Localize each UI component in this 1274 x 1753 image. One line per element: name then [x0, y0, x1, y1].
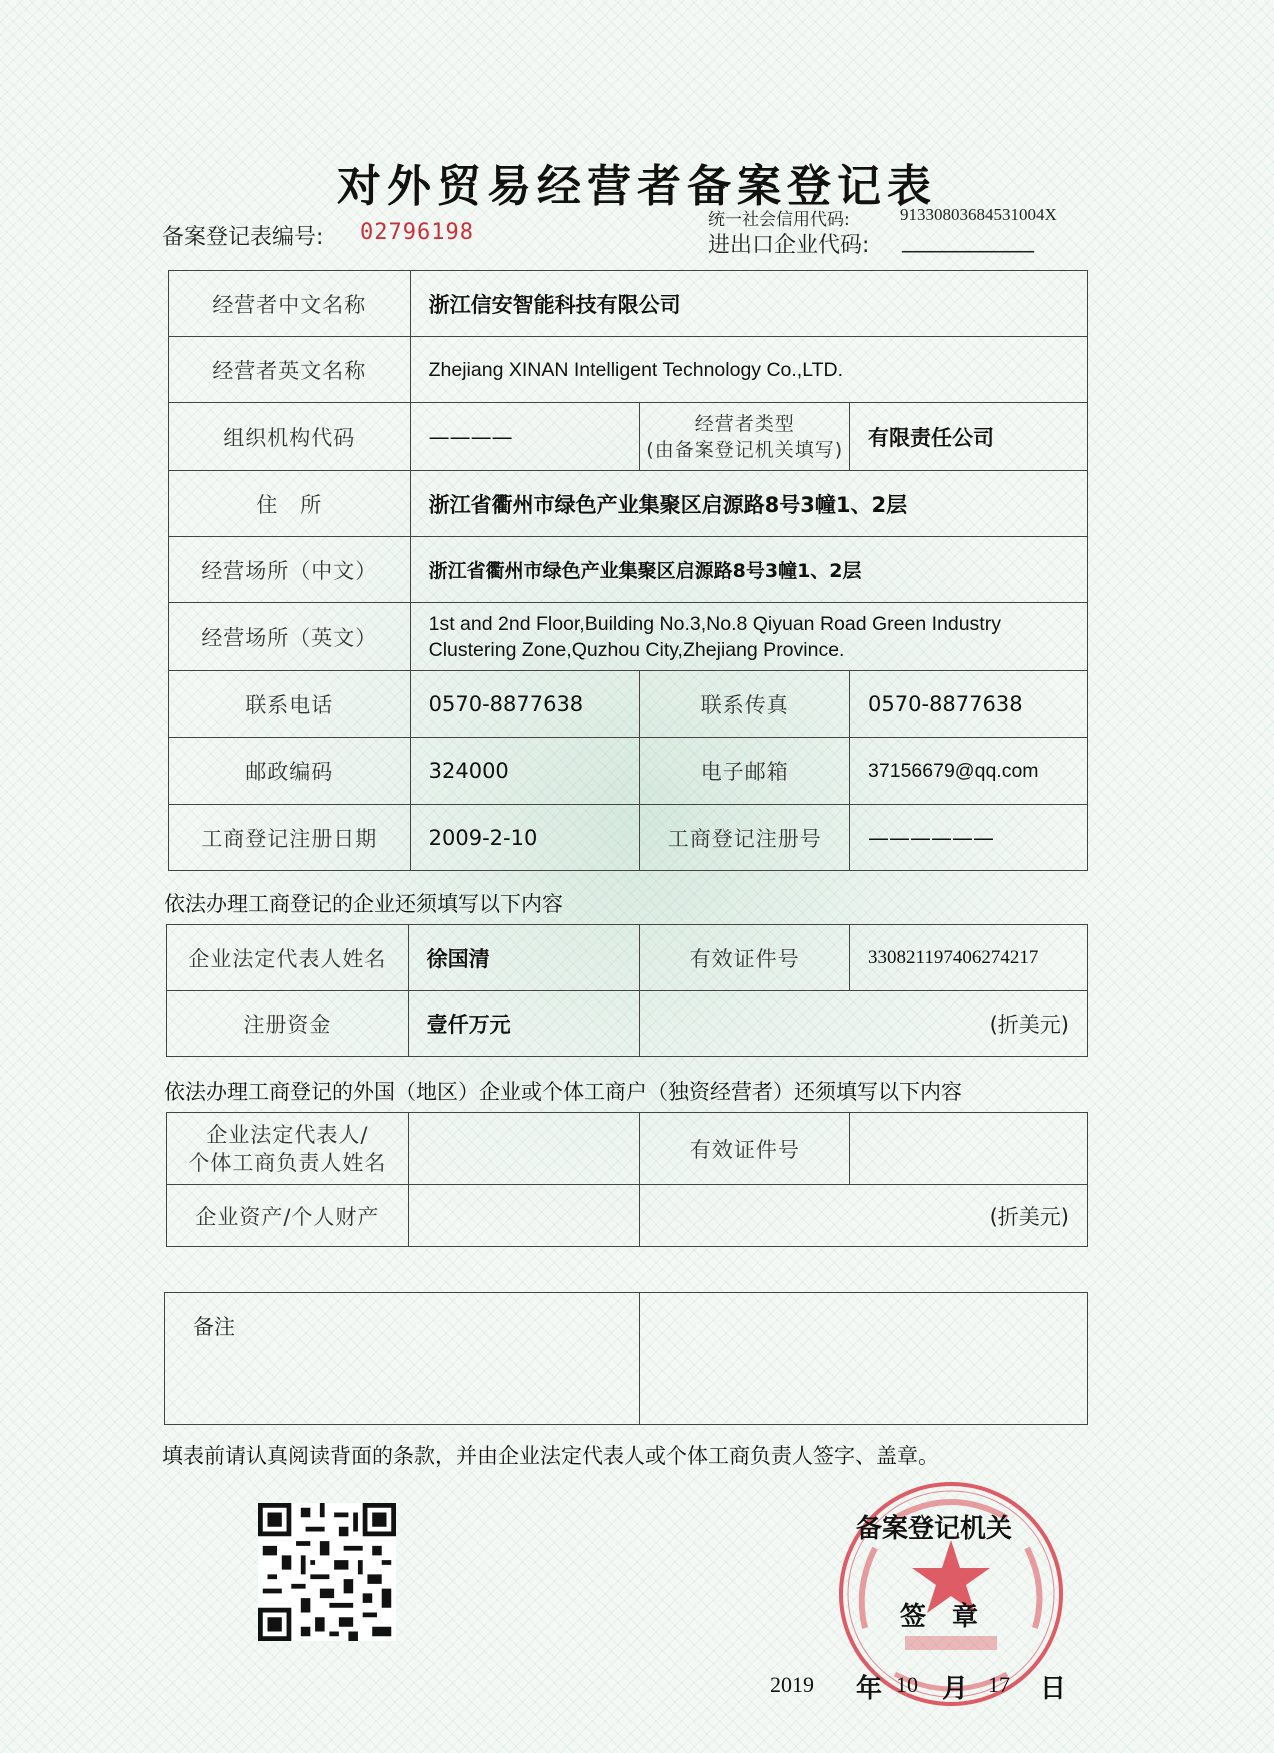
foreign-rep-label-line1: 企业法定代表人/ [206, 1122, 369, 1147]
reg-date-label: 工商登记注册日期 [169, 805, 411, 871]
assets-value [408, 1185, 640, 1247]
registered-capital-label: 注册资金 [167, 991, 409, 1057]
org-code-label: 组织机构代码 [169, 403, 411, 471]
foreign-id-value [850, 1113, 1088, 1185]
foreign-rep-value [408, 1113, 640, 1185]
site-cn-value: 浙江省衢州市绿色产业集聚区启源路8号3幢1、2层 [410, 537, 1087, 603]
phone-label: 联系电话 [169, 671, 411, 738]
remarks-cell [165, 1293, 640, 1425]
foreign-rep-label-line2: 个体工商负责人姓名 [188, 1150, 387, 1175]
site-en-label: 经营场所（英文） [169, 603, 411, 671]
credit-code-value: 91330803684531004X [900, 205, 1057, 224]
date-day: 17 [988, 1672, 1010, 1697]
legal-rep-name: 徐国清 [408, 925, 640, 991]
date-day-char: 日 [1040, 1674, 1067, 1704]
remarks-table [164, 1292, 1088, 1425]
address-label: 住 所 [169, 471, 411, 537]
phone-value: 0570-8877638 [410, 671, 640, 738]
postcode-label: 邮政编码 [169, 738, 411, 805]
en-name-label: 经营者英文名称 [169, 337, 411, 403]
assets-label: 企业资产/个人财产 [167, 1185, 409, 1247]
reg-date-value: 2009-2-10 [410, 805, 640, 871]
id-number-label: 有效证件号 [640, 925, 850, 991]
org-code-value: ———— [410, 403, 640, 471]
date-month: 10 [896, 1672, 918, 1697]
sign-seal-label: 签 章 [900, 1602, 979, 1632]
operator-type-label-line1: 经营者类型 [694, 412, 795, 435]
foreign-enterprise-table [166, 1112, 1088, 1247]
operator-type-label [640, 403, 850, 471]
fax-label: 联系传真 [640, 671, 850, 738]
site-en-line1: 1st and 2nd Floor,Building No.3,No.8 Qiyuan Road Green Industry [428, 612, 1001, 635]
en-name-value: Zhejiang XINAN Intelligent Technology Co.,LTD. [410, 337, 1087, 403]
operator-info-table [168, 270, 1088, 871]
qr-code [258, 1503, 396, 1641]
authority-label: 备案登记机关 [856, 1514, 1013, 1544]
ie-code-value: ____________ [902, 228, 1034, 253]
cn-name-value: 浙江信安智能科技有限公司 [410, 271, 1087, 337]
cn-name-label: 经营者中文名称 [169, 271, 411, 337]
site-en-value [410, 603, 1087, 671]
site-cn-label: 经营场所（中文） [169, 537, 411, 603]
section3-heading: 依法办理工商登记的外国（地区）企业或个体工商户（独资经营者）还须填写以下内容 [164, 1080, 962, 1104]
site-en-line2: Clustering Zone,Quzhou City,Zhejiang Province. [428, 638, 845, 661]
legal-rep-label: 企业法定代表人姓名 [167, 925, 409, 991]
capital-usd-label: (折美元) [989, 1012, 1069, 1037]
address-value: 浙江省衢州市绿色产业集聚区启源路8号3幢1、2层 [410, 471, 1087, 537]
reg-no-value: —————— [850, 805, 1088, 871]
foreign-rep-label [167, 1113, 409, 1185]
date-month-char: 月 [942, 1674, 969, 1704]
serial-number: 02796198 [360, 220, 474, 245]
registered-capital-value: 壹仟万元 [408, 991, 640, 1057]
serial-label: 备案登记表编号: [162, 225, 324, 250]
assets-usd-cell [640, 1185, 1088, 1247]
date-year-char: 年 [856, 1674, 883, 1704]
id-number-value: 330821197406274217 [850, 925, 1088, 991]
postcode-value: 324000 [410, 738, 640, 805]
credit-code-label: 统一社会信用代码: [708, 210, 850, 230]
fax-value: 0570-8877638 [850, 671, 1088, 738]
domestic-enterprise-table [166, 924, 1088, 1057]
date-year: 2019 [770, 1672, 814, 1697]
capital-usd-cell [640, 991, 1088, 1057]
email-label: 电子邮箱 [640, 738, 850, 805]
operator-type-label-line2: (由备案登记机关填写) [646, 438, 844, 461]
assets-usd-label: (折美元) [989, 1204, 1069, 1229]
reg-no-label: 工商登记注册号 [640, 805, 850, 871]
remarks-label: 备注 [193, 1315, 235, 1339]
section2-heading: 依法办理工商登记的企业还须填写以下内容 [164, 892, 563, 916]
form-title: 对外贸易经营者备案登记表 [337, 161, 937, 212]
instruction-text: 填表前请认真阅读背面的条款，并由企业法定代表人或个体工商负责人签字、盖章。 [162, 1444, 939, 1468]
ie-code-label: 进出口企业代码: [708, 233, 870, 258]
email-value: 37156679@qq.com [850, 738, 1088, 805]
operator-type-value: 有限责任公司 [850, 403, 1088, 471]
foreign-id-label: 有效证件号 [640, 1113, 850, 1185]
remarks-right-cell [639, 1293, 1088, 1425]
